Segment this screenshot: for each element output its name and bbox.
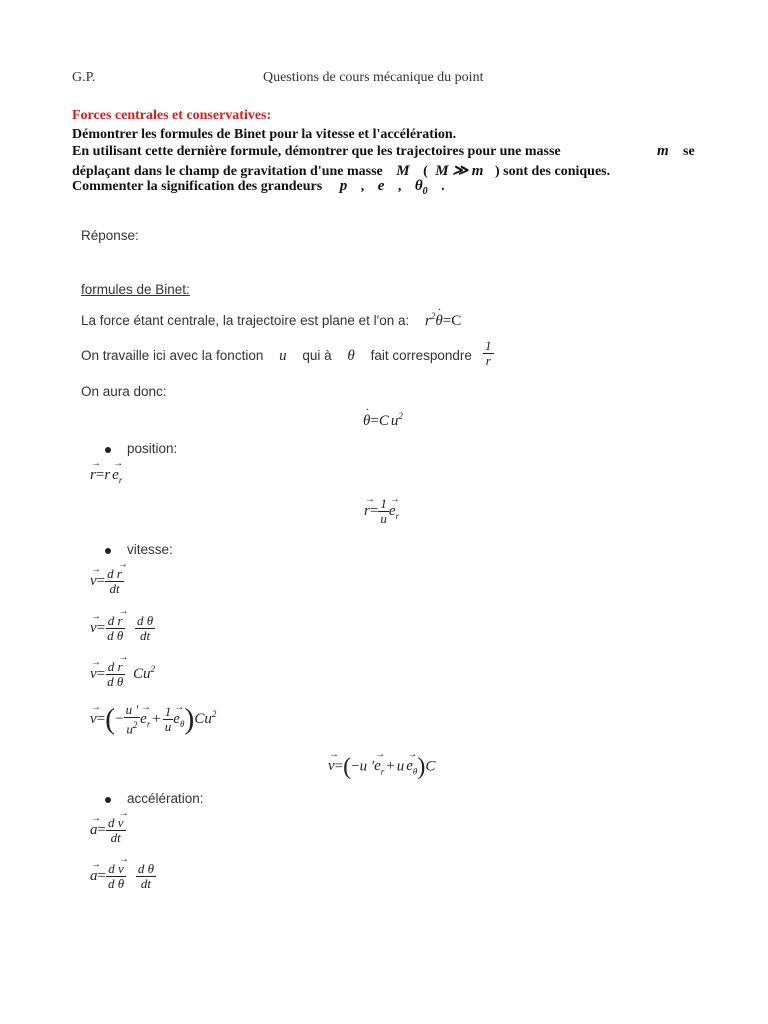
question-text-coniques: ) sont des coniques.: [494, 164, 611, 179]
eq-a-dv-dtheta: → a= $\frac{d \to v}{\text{d θ}}$ $\frac{\text{d θ}}{dt}$: [90, 862, 156, 891]
math-theta-var: θ: [347, 348, 355, 364]
bullet-position: [105, 447, 111, 453]
reponse-label: Réponse:: [81, 228, 139, 243]
eq-thetadot-Cu2: ˙ θ=C $u^2$: [363, 411, 403, 430]
eq-v-result: → v=(−u '→ $e_r + u\to e_\theta)C$: [328, 752, 435, 782]
math-M-gg-m: M ≫ m: [435, 163, 484, 179]
fonction-text-b: qui à: [302, 348, 332, 363]
header-left: G.P.: [72, 70, 96, 85]
paren-open: (: [423, 164, 428, 179]
force-centrale-text: La force étant centrale, la trajectoire est plane et l'on a:: [81, 313, 410, 328]
label-acceleration: accélération:: [127, 791, 204, 806]
math-theta-sub: 0: [422, 185, 428, 197]
fonction-text-c: fait correspondre: [370, 348, 472, 363]
eq-r-equals-r-er: → $r=r\to e_r$: [90, 467, 122, 485]
question-text-a: En utilisant cette dernière formule, démontrer que les trajectoires pour une masse: [72, 144, 561, 159]
question-text-deplacant: déplaçant dans le champ de gravitation d'une masse: [72, 164, 383, 179]
binet-heading: formules de Binet:: [81, 282, 190, 297]
bullet-acceleration: [105, 797, 111, 803]
math-M: M: [396, 163, 410, 179]
eq-v-dr-dt: → v= $\frac{d \to r}{dt}$: [90, 567, 124, 596]
line-aura-donc: On aura donc:: [81, 384, 167, 399]
question-coniques-line1: [72, 144, 698, 160]
label-vitesse: vitesse:: [127, 542, 173, 557]
question-binet: Démontrer les formules de Binet pour la vitesse et l'accélération.: [72, 127, 457, 142]
eq-r2-thetadot: $r^2˙$ θ=C: [425, 313, 461, 329]
line-fonction: [81, 348, 472, 365]
frac-one-over-r: $\frac{1}{r}$: [485, 338, 492, 368]
comma-1: ,: [360, 179, 365, 194]
eq-r-one-over-u-er: → r= $\frac{1}{u}$ → $e_r$: [364, 497, 399, 526]
math-e: e: [377, 178, 385, 194]
fonction-text-a: On travaille ici avec la fonction: [81, 348, 264, 363]
question-text-se: se: [683, 144, 695, 159]
math-m: m: [657, 143, 669, 159]
math-theta: θ: [414, 178, 423, 194]
eq-v-dr-dtheta: → v= $\frac{d \to r}{\text{d θ}}$ $\frac{\text{d θ}}{dt}$: [90, 614, 155, 643]
bullet-vitesse: [105, 548, 111, 554]
label-position: position:: [127, 441, 178, 456]
line-force-centrale: [81, 311, 461, 330]
comma-2: ,: [397, 179, 402, 194]
section-title: Forces centrales et conservatives:: [72, 108, 272, 123]
eq-a-dv-dt: → a= $\frac{d \to v}{dt}$: [90, 816, 126, 845]
period: .: [441, 179, 445, 194]
math-p: p: [339, 178, 348, 194]
question-grandeurs: [72, 178, 445, 197]
eq-v-expanded: → v=(− $\frac{u '}{u^2}$ → $e_r$ + $\frac{1}{u}$ → $e_\theta)Cu^2$: [90, 703, 216, 736]
header-title: Questions de cours mécanique du point: [263, 70, 484, 85]
math-u: u: [279, 348, 287, 364]
eq-v-dr-dtheta-Cu2: → v= $\frac{d \to r}{\text{d θ}}$ Cu$^2$: [90, 660, 155, 689]
question-text-grandeurs: Commenter la signification des grandeurs: [72, 179, 323, 194]
